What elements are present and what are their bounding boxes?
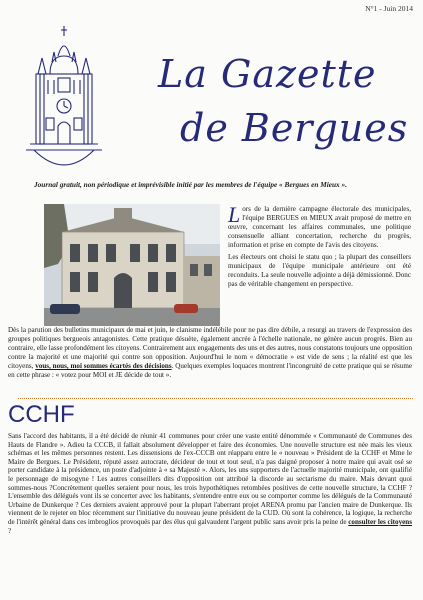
section-text-a: Sans l'accord des habitants, il a été décidé de réunir 41 communes pour créer une vaste entité dénommée « Communauté de Communes des Hauts de Flandre ». Adieu la CCCB, il fallait absolument développer et faire des économies. Une nouvelle structure est née mais les vieux schémas et les mêmes personnes restent. Les dissensions de l'ex-CCCB ont réapparu entre le « nouveau » Président de la CCHF et Mme le Maire de Bergues. Le Président, réputé assez autocrate, décideur de tout et tout seul, n'a pas daigné proposer à notre maire qui avait osé se porter candidate à la présidence, un poste d'adjointe à « sa Majesté ». Alors, les uns supporters de l'actuelle majorité municipale, ont qualifié le personnage de misogyne ! Les autres conseillers dits d'opposition ont attribué la discorde au sectarisme du maire. Mais devant quoi sommes-nous ?Concrètement quelles seraient pour nous, les trois hypothétiques retombées positives de cette nouvelle structure, la CCHF ? L'ensemble des délégués vont ils se concerter avec les habitants, s'entendre entre eux ou se comporter comme les délégués de la Communauté Urbaine de Dunkerque ? Ces derniers avaient approuvé pour la plupart l'aberrant projet ARENA promu par l'ancien maire de Dunkerque. Ils viennent de le rejeter en bloc récemment sur l'initiative du nouveau jeune président de la CUD. Où sont la cohérence, la logique, la recherche de l'intérêt général dans ces imbroglios provoqués par des élus qui galvaudent l'argent public sans avoir pris la peine de — [8, 432, 412, 526]
issue-number: N°1 - Juin 2014 — [365, 4, 413, 13]
intro-paragraph-2: Les électeurs ont choisi le statu quo ; la plupart des conseillers municipaux de l'équipe municipale antérieure ont été reconduits. La seule nouvelle adjointe a déjà démissionné. Donc pas de véritable changement en perspective. — [228, 253, 411, 288]
dropcap: L — [228, 202, 241, 227]
section-heading: CCHF — [8, 401, 75, 428]
article-paragraph — [8, 326, 412, 380]
masthead-subtitle: Journal gratuit, non périodique et imprévisible initié par les membres de l'équipe « Bergues en Mieux ». — [34, 180, 347, 189]
town-hall-photo — [44, 204, 220, 326]
intro-text-1: ors de la dernière campagne électorale des municipales, l'équipe BERGUES en MIEUX avait proposé de mettre en œuvre, concernant les affaires communales, une politique consensuelle alliant concertation, recherche du progrès, information et prise en compte de l'avis des citoyens. — [228, 205, 411, 249]
belfry-logo — [22, 22, 106, 180]
masthead-title-line1: La Gazette — [158, 52, 377, 96]
masthead-title-line2: de Bergues — [180, 106, 409, 150]
article-emphasis: vous, nous, moi sommes écartés des décisions — [35, 362, 172, 370]
intro-paragraph-1 — [228, 202, 411, 250]
section-paragraph — [8, 432, 412, 535]
section-emphasis: consulter les citoyens — [348, 517, 412, 526]
article-text-a: Dès la parution des bulletins municipaux de mai et juin, le clanisme indélébile pour ne pas dire débile, a resurgi au travers de l'expression des groupes politiques bergueois antagonistes. Cette pratique désuète, également ancrée à l'échelle nationale, ne génère aucun progrès. Bien au contraire, elle lasse profondément les citoyens. Contrairement aux engagements des uns et des autres, nous constatons toujours une opposition contre la majorité et une majorité qui contre son opposition. Aujourd'hui le nom « démocratie » est vide de sens ; la réalité est que les citoyens, — [8, 326, 412, 370]
section-text-b: ? — [8, 526, 12, 535]
article-text-b: . Quelques exemples loquaces montrent l'incongruité de cette pratique qui se résume en cette phrase : « votez pour MOI et JE décide de tout ». — [8, 362, 413, 379]
intro-column — [228, 202, 411, 292]
section-divider — [18, 398, 413, 399]
